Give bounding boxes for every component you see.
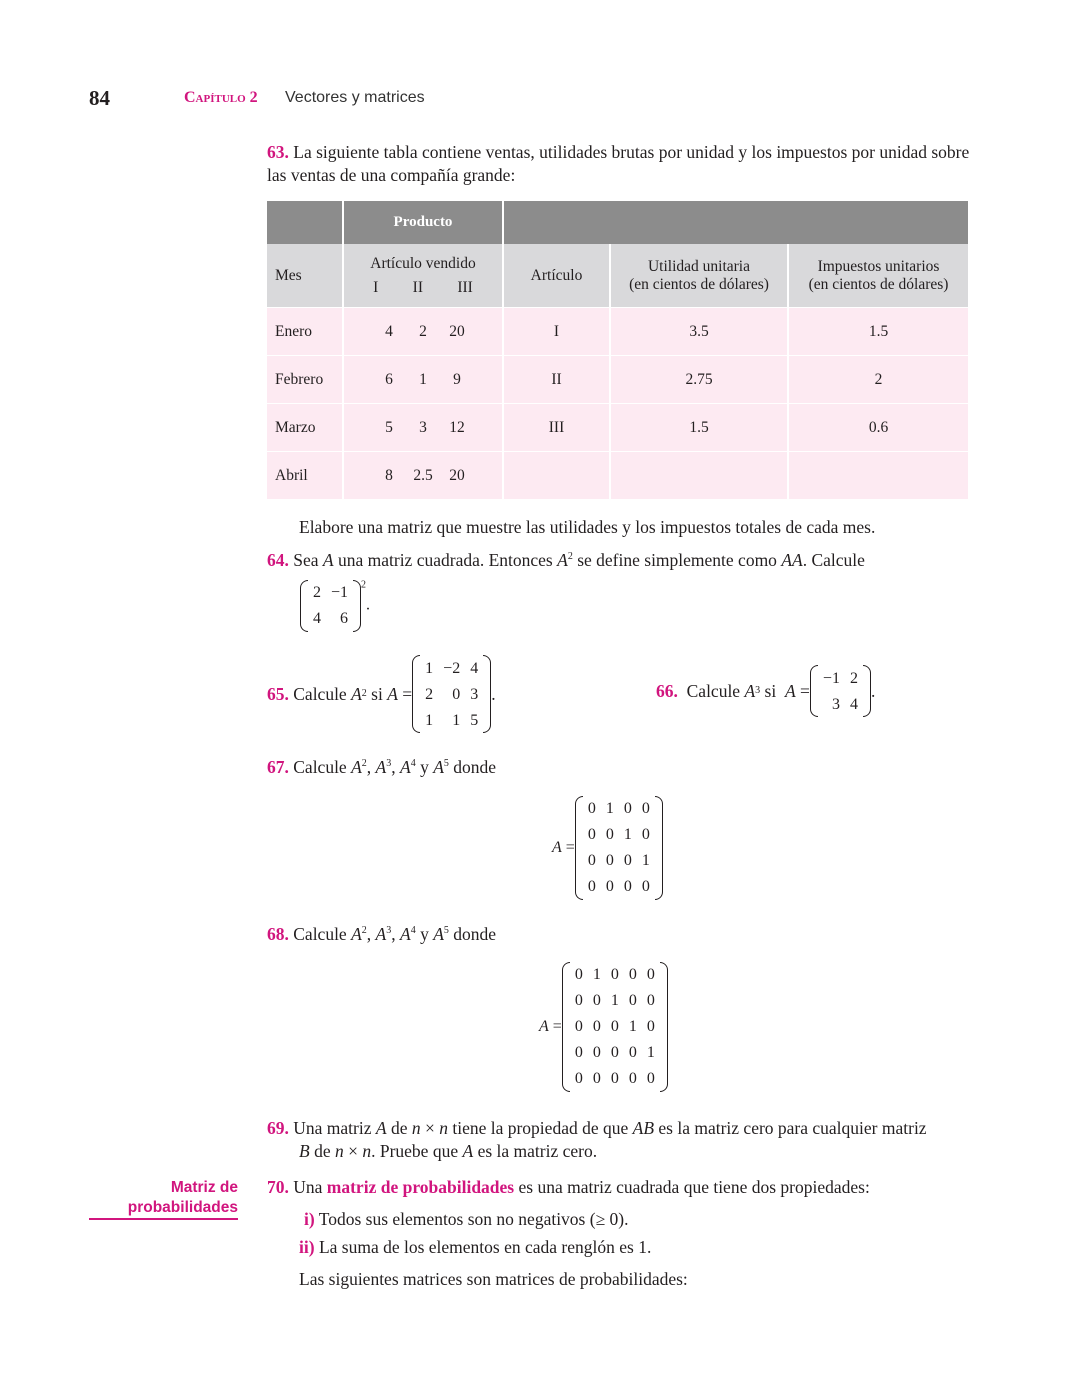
matrix-cell: 0	[610, 1044, 619, 1061]
property-label: ii)	[299, 1237, 315, 1257]
text: es la matriz cero para cualquier matriz	[658, 1118, 927, 1138]
matrix-cell: 1	[452, 711, 461, 729]
page-number: 84	[89, 86, 110, 110]
matrix-cell: 1	[610, 992, 619, 1009]
matrix-cell: 0	[628, 966, 637, 983]
matrix-cell: 3	[470, 685, 479, 703]
problem-number: 70.	[267, 1177, 289, 1197]
matrix-cell: 6	[340, 610, 349, 627]
matrix-cell: −1	[331, 584, 349, 601]
header-articulo-vendido	[343, 244, 503, 308]
cell-util	[610, 452, 788, 500]
property-text: Todos sus elementos son no negativos (≥ 0).	[318, 1209, 629, 1229]
margin-line-2: probabilidades	[127, 1199, 238, 1216]
matrix-cell: 1	[641, 852, 650, 869]
matrix-cell: 0	[587, 826, 596, 843]
header-impuestos	[788, 244, 968, 308]
matrix-cell: 0	[605, 826, 614, 843]
cell-v1: 8	[385, 466, 393, 484]
matrix-cell: 0	[574, 992, 583, 1009]
cell-art: III	[503, 404, 610, 452]
cell-v2: 3	[419, 418, 427, 436]
text: Calcule	[686, 680, 741, 701]
matrix-cell: 0	[623, 852, 632, 869]
roman-ii: II	[412, 278, 423, 296]
text: y	[420, 757, 429, 777]
cell-v1: 5	[385, 418, 393, 436]
matrix-cell: 0	[605, 852, 614, 869]
cell-mes: Abril	[267, 452, 343, 500]
matrix-cell: 0	[452, 685, 461, 703]
chapter-label: Capítulo 2	[184, 89, 258, 106]
matrix-cell: 0	[623, 878, 632, 895]
matrix-cell: 0	[592, 992, 601, 1009]
utilidad-label: Utilidad unitaria	[647, 257, 750, 275]
roman-iii: III	[457, 278, 473, 296]
cell-v3: 20	[449, 466, 465, 484]
margin-underline	[89, 1218, 238, 1220]
property-text: La suma de los elementos en cada renglón es 1.	[318, 1237, 652, 1257]
text: si	[371, 683, 383, 704]
margin-note	[128, 1178, 238, 1218]
matrix-cell: 0	[605, 878, 614, 895]
header-utilidad	[610, 244, 788, 308]
matrix-cell: 1	[425, 711, 434, 729]
cell-util: 1.5	[610, 404, 788, 452]
text: Una	[293, 1177, 323, 1197]
matrix-cell: 0	[623, 800, 632, 817]
matrix-cell: 4	[470, 659, 479, 677]
table-row	[267, 452, 968, 500]
cell-mes: Marzo	[267, 404, 343, 452]
header-blank	[267, 201, 343, 244]
problem-63-instruction: Elabore una matriz que muestre las utilidades y los impuestos totales de cada mes.	[299, 517, 876, 537]
problem-64: 64. Sea A una matriz cuadrada. Entonces $A^2$ se define simplemente como AA. Calcule	[267, 550, 865, 570]
cell-art	[503, 452, 610, 500]
cell-v3: 9	[453, 370, 461, 388]
matrix-cell: 1	[628, 1018, 637, 1035]
problem-number: 68.	[267, 924, 289, 944]
matrix-cell: 0	[574, 966, 583, 983]
table-row	[267, 308, 968, 356]
text: una matriz cuadrada. Entonces	[337, 550, 553, 570]
matrix-cell: 0	[574, 1018, 583, 1035]
chapter-title: Vectores y matrices	[285, 89, 425, 106]
text: si	[764, 680, 777, 701]
roman-i: I	[373, 278, 379, 296]
matrix-cell: 0	[592, 1070, 601, 1087]
text: es una matriz cuadrada que tiene dos propiedades:	[518, 1177, 870, 1197]
matrix-cell: 0	[641, 800, 650, 817]
matrix-cell: 4	[849, 695, 858, 713]
utilidad-sub: (en cientos de dólares)	[629, 275, 769, 293]
problem-70	[267, 1176, 977, 1199]
text: . Calcule	[802, 550, 865, 570]
matrix-cell: 1	[605, 800, 614, 817]
highlight-term: matriz de probabilidades	[326, 1177, 515, 1197]
cell-util: 2.75	[610, 356, 788, 404]
cell-art: I	[503, 308, 610, 356]
matrix-cell: 2	[313, 584, 321, 601]
text: Calcule	[293, 757, 347, 777]
matrix-cell: −2	[443, 659, 461, 677]
matrix-cell: 0	[646, 1070, 655, 1087]
problem-text: La siguiente tabla contiene ventas, utilidades brutas por unidad y los impuestos por unidad sobre las ventas de una compañía grande:	[267, 142, 970, 185]
matrix-cell: 1	[646, 1044, 655, 1061]
problem-66: 66. Calcule A 3 si A = −1 2 3 4 .	[656, 663, 875, 719]
sales-table	[267, 201, 968, 499]
cell-v3: 20	[449, 322, 465, 340]
matrix-cell: 1	[425, 659, 434, 677]
problem-65: 65. Calcule A 2 si A = 1 −2 4 2 0 3 1 1 5 .	[267, 653, 496, 735]
cell-v3: 12	[449, 418, 465, 436]
cell-v1: 6	[385, 370, 393, 388]
problem-number: 69.	[267, 1118, 289, 1138]
property-label: i)	[304, 1209, 315, 1229]
matrix-cell: 0	[646, 1018, 655, 1035]
cell-art: II	[503, 356, 610, 404]
matrix-67: A = 0 1 0 0 0 0 1 0 0 0 0 1 0 0 0 0	[552, 796, 663, 900]
problem-number: 66.	[656, 680, 678, 701]
matrix-cell: 0	[628, 992, 637, 1009]
cell-v2: 2.5	[413, 466, 433, 484]
matrix-cell: 0	[574, 1070, 583, 1087]
matrix-cell: 0	[628, 1044, 637, 1061]
text: Calcule	[293, 924, 347, 944]
text: es la matriz cero.	[477, 1141, 598, 1161]
text: . Pruebe que	[371, 1141, 459, 1161]
matrix-cell: 0	[587, 852, 596, 869]
matrix-cell: 2	[425, 685, 434, 703]
margin-line-1: Matriz de	[170, 1179, 238, 1196]
matrix-cell: 0	[574, 1044, 583, 1061]
cell-imp: 0.6	[788, 404, 968, 452]
matrix-68: A = 0 1 0 0 0 0 0 1 0 0 0 0 0 1 0 0 0 0 0 1 0 0 0 0 0	[539, 962, 668, 1092]
header-mes: Mes	[267, 244, 343, 308]
problem-70-closing: Las siguientes matrices son matrices de probabilidades:	[299, 1269, 688, 1289]
text: tiene la propiedad de que	[452, 1118, 629, 1138]
matrix-cell: 0	[592, 1044, 601, 1061]
matrix-cell: 0	[610, 966, 619, 983]
impuestos-label: Impuestos unitarios	[817, 257, 940, 275]
cell-imp	[788, 452, 968, 500]
table-row	[267, 356, 968, 404]
matrix-cell: 0	[646, 992, 655, 1009]
text: Calcule	[293, 683, 347, 704]
matrix-cell: 3	[831, 695, 840, 713]
text: de	[390, 1118, 408, 1138]
table-row	[267, 404, 968, 452]
cell-v2: 2	[419, 322, 427, 340]
problem-67: 67. Calcule $A^2$, $A^3$, $A^4$ y $A^5$ donde	[267, 757, 497, 777]
problem-68: 68. Calcule $A^2$, $A^3$, $A^4$ y $A^5$ donde	[267, 924, 497, 944]
matrix-64: 2 −1 4 6 $^2$.	[300, 580, 370, 632]
header-producto: Producto	[343, 201, 503, 244]
text: se define simplemente como	[577, 550, 777, 570]
cell-imp: 1.5	[788, 308, 968, 356]
problem-63	[267, 141, 972, 187]
header-articulo: Artículo	[503, 244, 610, 308]
cell-v1: 4	[385, 322, 393, 340]
matrix-cell: 5	[470, 711, 479, 729]
matrix-cell: 0	[646, 966, 655, 983]
text: y	[420, 924, 429, 944]
cell-v2: 1	[419, 370, 427, 388]
text: Sea	[293, 550, 319, 570]
text: donde	[453, 757, 497, 777]
property-i	[304, 1208, 629, 1231]
cell-util: 3.5	[610, 308, 788, 356]
impuestos-sub: (en cientos de dólares)	[808, 275, 949, 293]
header-blank-right	[503, 201, 968, 244]
matrix-cell: −1	[822, 669, 840, 687]
matrix-cell: 1	[592, 966, 601, 983]
matrix-cell: 0	[641, 878, 650, 895]
problem-number: 64.	[267, 550, 289, 570]
text: Una matriz	[293, 1118, 372, 1138]
cell-imp: 2	[788, 356, 968, 404]
matrix-cell: 0	[592, 1018, 601, 1035]
property-ii	[299, 1236, 651, 1259]
matrix-cell: 0	[610, 1018, 619, 1035]
matrix-cell: 0	[587, 878, 596, 895]
problem-number: 67.	[267, 757, 289, 777]
text: de	[314, 1141, 331, 1161]
problem-69: 69. Una matriz A de n × n tiene la propiedad de que AB es la matriz cero para cualquier matriz B de n × n. Pruebe que A es la matriz cero.	[267, 1118, 927, 1161]
problem-number: 65.	[267, 683, 289, 704]
matrix-cell: 0	[641, 826, 650, 843]
articulo-vendido-label: Artículo vendido	[370, 254, 476, 272]
text: donde	[453, 924, 497, 944]
matrix-cell: 0	[587, 800, 596, 817]
cell-mes: Febrero	[267, 356, 343, 404]
problem-number: 63.	[267, 142, 289, 162]
matrix-cell: 0	[610, 1070, 619, 1087]
matrix-cell: 2	[849, 669, 858, 687]
matrix-cell: 4	[313, 610, 321, 627]
matrix-cell: 0	[628, 1070, 637, 1087]
matrix-cell: 1	[623, 826, 632, 843]
cell-mes: Enero	[267, 308, 343, 356]
